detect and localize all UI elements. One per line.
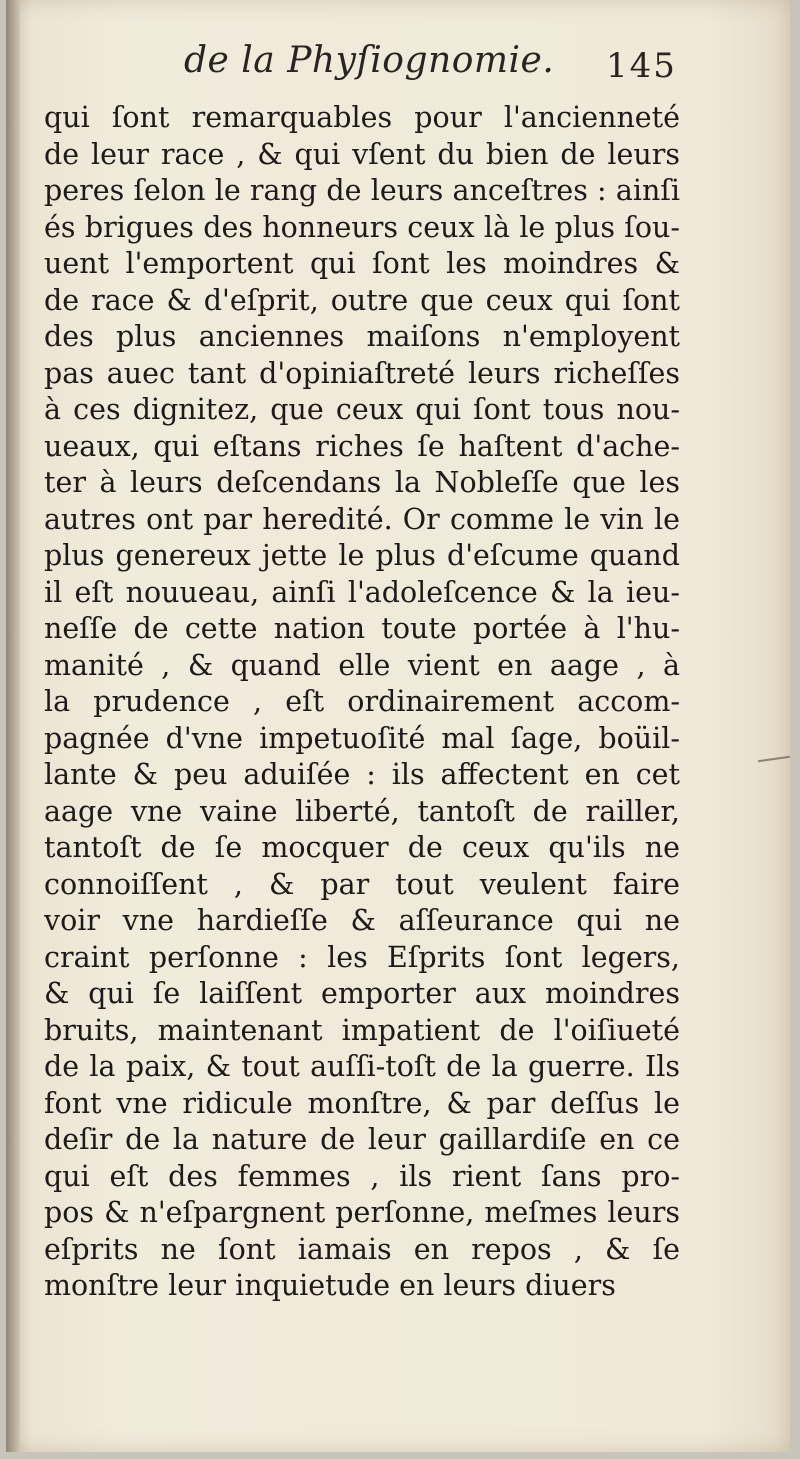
text-line: bruits, maintenant impatient de l'oiſiueté: [44, 1013, 680, 1047]
text-line: neſſe de cette nation toute portée à l'hu-: [44, 612, 680, 645]
text-line: de la paix, & tout auſſi-toſt de la guerre. Ils: [44, 1050, 680, 1083]
text-line: és brigues des honneurs ceux là le plus ſou-: [44, 210, 680, 244]
text-line: manité , & quand elle vient en aage , à: [44, 648, 680, 682]
text-line: des plus anciennes maiſons n'employent: [44, 320, 680, 353]
text-line: plus genereux jette le plus d'eſcume quand: [44, 539, 680, 572]
page-gutter: [6, 0, 20, 1452]
text-line: font vne ridicule monſtre, & par deſſus le: [44, 1086, 680, 1120]
text-line: tantoſt de ſe mocquer de ceux qu'ils ne: [44, 831, 680, 864]
text-line: de leur race , & qui vſent du bien de leurs: [44, 137, 680, 171]
text-line: pos & n'eſpargnent perſonne, meſmes leurs: [44, 1196, 680, 1229]
text-line: qui ſont remarquables pour l'ancienneté: [44, 101, 680, 134]
text-line: uent l'emportent qui ſont les moindres &: [44, 247, 680, 280]
text-line: lante & peu aduiſée : ils affectent en cet: [44, 758, 680, 791]
text-line: peres ſelon le rang de leurs anceſtres : ainſi: [44, 174, 680, 207]
page-number: 145: [606, 46, 677, 86]
book-page: [6, 0, 790, 1452]
text-line: deſir de la nature de leur gaillardiſe en ce: [44, 1123, 680, 1156]
margin-ink-mark: [758, 756, 790, 762]
text-line: craint perſonne : les Eſprits ſont legers,: [44, 940, 680, 974]
text-line: ueaux, qui eſtans riches ſe haſtent d'ache-: [44, 429, 680, 463]
body-text: [44, 100, 680, 1305]
running-head: [6, 40, 790, 90]
text-line: & qui ſe laiſſent emporter aux moindres: [44, 977, 680, 1010]
text-line: ter à leurs deſcendans la Nobleſſe que les: [44, 466, 680, 499]
text-line: la prudence , eſt ordinairement accom-: [44, 685, 680, 718]
text-line: eſprits ne ſont iamais en repos , & ſe: [44, 1232, 680, 1266]
running-title: de la Phyſiognomie.: [184, 40, 555, 81]
text-line: autres ont par heredité. Or comme le vin le: [44, 502, 680, 536]
text-line: monſtre leur inquietude en leurs diuers: [44, 1269, 616, 1302]
text-line: aage vne vaine liberté, tantoſt de railler,: [44, 794, 680, 828]
text-line: connoiſſent , & par tout veulent faire: [44, 867, 680, 901]
text-line: à ces dignitez, que ceux qui ſont tous nou-: [44, 393, 680, 426]
text-line: qui eſt des femmes , ils rient ſans pro-: [44, 1159, 680, 1193]
text-line: pagnée d'vne impetuoſité mal ſage, boüil-: [44, 721, 680, 755]
text-line: il eſt nouueau, ainſi l'adoleſcence & la ieu-: [44, 575, 680, 609]
text-line: de race & d'eſprit, outre que ceux qui ſont: [44, 283, 680, 317]
text-line: voir vne hardieſſe & aſſeurance qui ne: [44, 904, 680, 937]
text-line: pas auec tant d'opiniaſtreté leurs richeſſes: [44, 356, 680, 390]
